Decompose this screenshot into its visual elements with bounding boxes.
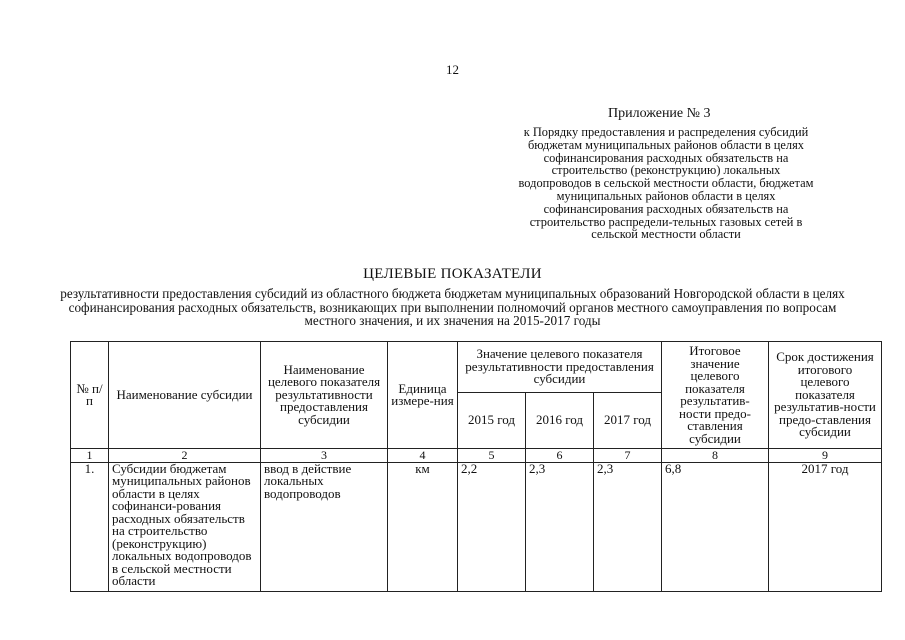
document-subheading: результативности предоставления субсидий из областного бюджета бюджетам муниципальных образований Новгородской области в целях софинансирования расходных обязательств, возникающих при выполнении полномочий органов местного самоуправления по вопросам местного значения, и их значения на 2015-2017 годы <box>60 286 845 329</box>
document-heading: ЦЕЛЕВЫЕ ПОКАЗАТЕЛИ <box>363 266 542 282</box>
table-row <box>71 462 882 591</box>
header-subsidy: Наименование субсидии <box>109 342 261 449</box>
column-number-row <box>71 449 882 463</box>
column-number: 7 <box>594 449 662 463</box>
row-total: 6,8 <box>662 462 769 591</box>
row-value-2016: 2,3 <box>526 462 594 591</box>
appendix-title: Приложение № 3 <box>608 106 711 121</box>
column-number: 2 <box>109 449 261 463</box>
row-value-2015: 2,2 <box>458 462 526 591</box>
header-num: № п/п <box>71 342 109 449</box>
indicators-table <box>70 341 882 592</box>
header-total: Итоговое значение целевого показателя результатив-ности предо-ставления субсидии <box>662 342 769 449</box>
header-year-2016: 2016 год <box>526 393 594 449</box>
row-subsidy: Субсидии бюджетам муниципальных районов области в целях софинанси-рования расходных обязательств на строительство (реконструкцию) локальных водопроводов в сельской местности области <box>109 462 261 591</box>
column-number: 4 <box>388 449 458 463</box>
appendix-text: к Порядку предоставления и распределения субсидий бюджетам муниципальных районов области в целях софинансирования расходных обязательств на строительство (реконструкцию) локальных водопроводов в сельской местности области, бюджетам муниципальных районов области в целях софинансирования расходных обязательств на строительство распредели-тельных газовых сетей в сельской местности области <box>518 125 814 242</box>
header-value-group: Значение целевого показателя результативности предоставления субсидии <box>458 342 662 393</box>
row-indicator: ввод в действие локальных водопроводов <box>261 462 388 591</box>
header-unit: Единица измере-ния <box>388 342 458 449</box>
row-value-2017: 2,3 <box>594 462 662 591</box>
header-year-2017: 2017 год <box>594 393 662 449</box>
column-number: 8 <box>662 449 769 463</box>
column-number: 9 <box>769 449 882 463</box>
header-indicator: Наименование целевого показателя результативности предоставления субсидии <box>261 342 388 449</box>
column-number: 1 <box>71 449 109 463</box>
page-number: 12 <box>446 62 459 77</box>
row-deadline: 2017 год <box>769 462 882 591</box>
header-deadline: Срок достижения итогового целевого показателя результатив-ности предо-ставления субсидии <box>769 342 882 449</box>
row-num: 1. <box>71 462 109 591</box>
column-number: 6 <box>526 449 594 463</box>
header-year-2015: 2015 год <box>458 393 526 449</box>
column-number: 5 <box>458 449 526 463</box>
row-unit: км <box>388 462 458 591</box>
column-number: 3 <box>261 449 388 463</box>
